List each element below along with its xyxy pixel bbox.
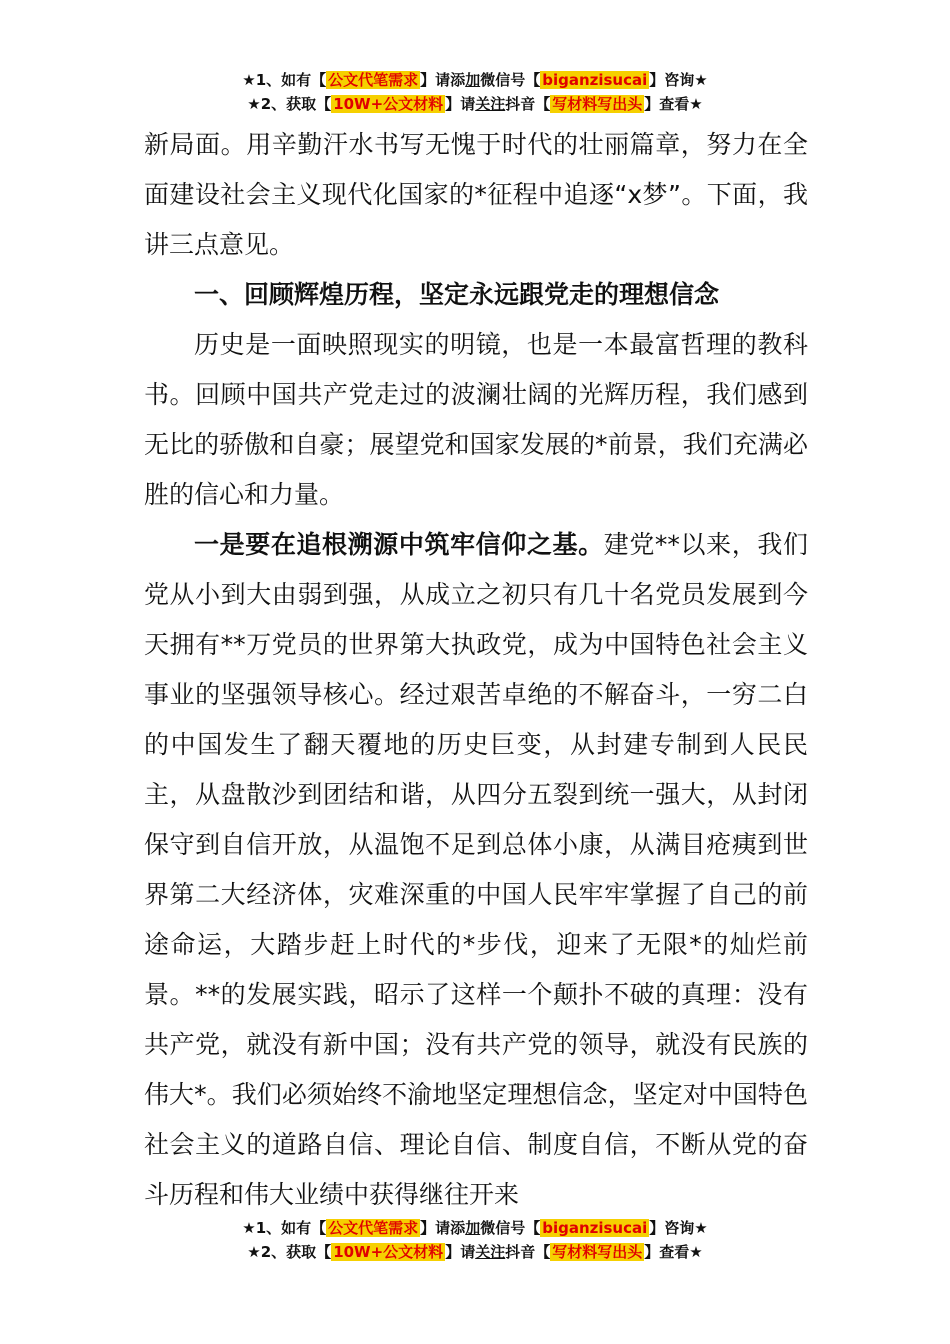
promo-text: 】请: [445, 95, 476, 113]
promo-highlight: 10W+公文材料: [333, 1243, 444, 1261]
promo-text: 微信号【: [480, 71, 541, 89]
promo-text: 】咨询★: [649, 71, 708, 89]
promo-highlight: 写材料写出头: [552, 1243, 643, 1261]
promo-underline: 加: [465, 71, 481, 89]
promo-text: ★1、如有【: [242, 1219, 327, 1237]
point-lead: 一是要在追根溯源中筑牢信仰之基。: [194, 530, 604, 559]
promo-highlight: 10W+公文材料: [333, 95, 444, 113]
document-body: [144, 120, 808, 1220]
promo-underline: 加: [465, 1219, 481, 1237]
promo-text: 】请添: [420, 1219, 466, 1237]
promo-text: ★2、获取【: [247, 95, 332, 113]
promo-highlight: 公文代笔需求: [328, 71, 419, 89]
promo-text: 】查看★: [644, 95, 703, 113]
promo-highlight: 公文代笔需求: [328, 1219, 419, 1237]
promo-text: 】请: [445, 1243, 476, 1261]
promo-text: ★2、获取【: [247, 1243, 332, 1261]
promo-highlight: biganzisucai: [542, 71, 648, 89]
paragraph-point-one: [144, 520, 808, 1220]
section-heading: 一、回顾辉煌历程，坚定永远跟党走的理想信念: [194, 280, 720, 309]
promo-text: 】请添: [420, 71, 466, 89]
promo-line-2: [0, 1240, 950, 1264]
promo-underline: 关注: [475, 1243, 506, 1261]
promo-text: 】咨询★: [649, 1219, 708, 1237]
promo-underline: 关注: [475, 95, 506, 113]
promo-line-2: [0, 92, 950, 116]
promo-text: 抖音【: [505, 95, 551, 113]
promo-text: 微信号【: [480, 1219, 541, 1237]
promo-banner-bottom: [0, 1216, 950, 1264]
promo-line-1: [0, 1216, 950, 1240]
paragraph-intro: 历史是一面映照现实的明镜，也是一本最富哲理的教科书。回顾中国共产党走过的波澜壮阔的光辉历程，我们感到无比的骄傲和自豪；展望党和国家发展的*前景，我们充满必胜的信心和力量。: [144, 330, 808, 509]
promo-text: 抖音【: [505, 1243, 551, 1261]
promo-banner-top: [0, 68, 950, 116]
promo-highlight: 写材料写出头: [552, 95, 643, 113]
promo-highlight: biganzisucai: [542, 1219, 648, 1237]
paragraph-continuation: 新局面。用辛勤汗水书写无愧于时代的壮丽篇章，努力在全面建设社会主义现代化国家的*征程中追逐“x梦”。下面，我讲三点意见。: [144, 130, 808, 259]
promo-text: 】查看★: [644, 1243, 703, 1261]
promo-line-1: [0, 68, 950, 92]
promo-text: ★1、如有【: [242, 71, 327, 89]
point-text: 建党**以来，我们党从小到大由弱到强，从成立之初只有几十名党员发展到今天拥有**万党员的世界第大执政党，成为中国特色社会主义事业的坚强领导核心。经过艰苦卓绝的不解奋斗，一穷二白的中国发生了翻天覆地的历史巨变，从封建专制到人民民主，从盘散沙到团结和谐，从四分五裂到统一强大，从封闭保守到自信开放，从温饱不足到总体小康，从满目疮痍到世界第二大经济体，灾难深重的中国人民牢牢掌握了自己的前途命运，大踏步赶上时代的*步伐，迎来了无限*的灿烂前景。**的发展实践，昭示了这样一个颠扑不破的真理：没有共产党，就没有新中国；没有共产党的领导，就没有民族的伟大*。我们必须始终不渝地坚定理想信念，坚定对中国特色社会主义的道路自信、理论自信、制度自信，不断从党的奋斗历程和伟大业绩中获得继往开来: [144, 530, 808, 1209]
